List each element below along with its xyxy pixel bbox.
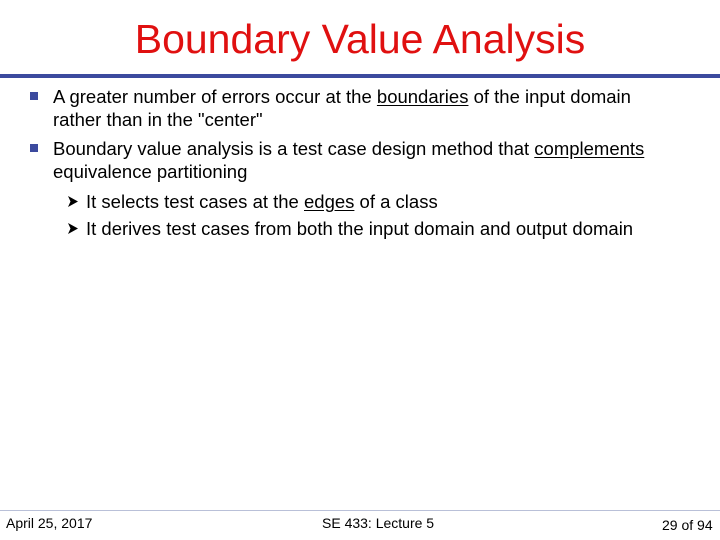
bullet-text: of the input domain xyxy=(468,86,631,107)
sub-bullet-line xyxy=(86,190,438,214)
bullet-text: of a class xyxy=(354,191,438,212)
footer-divider xyxy=(0,510,720,511)
bullet-text: It derives test cases from both the input domain and output domain xyxy=(86,218,634,239)
bullet-line xyxy=(53,160,247,184)
arrow-bullet-icon xyxy=(67,195,79,208)
bullet-line xyxy=(53,137,644,161)
bullet-text: equivalence partitioning xyxy=(53,161,248,182)
bullet-line xyxy=(53,85,631,109)
slide-footer xyxy=(0,510,720,540)
square-bullet-icon xyxy=(30,144,38,152)
footer-date: April 25, 2017 xyxy=(6,515,93,531)
square-bullet-icon xyxy=(30,92,38,100)
bullet-text-underlined: boundaries xyxy=(376,86,469,107)
bullet-text-underlined: complements xyxy=(534,138,645,159)
bullet-text-underlined: edges xyxy=(304,191,355,212)
bullet-text: rather than in the "center" xyxy=(53,109,263,130)
footer-page-number: 29 of 94 xyxy=(662,517,713,533)
bullet-text: Boundary value analysis is a test case design method that xyxy=(53,138,535,159)
sub-bullet-line xyxy=(86,217,633,241)
bullet-text: A greater number of errors occur at the xyxy=(53,86,377,107)
slide-title: Boundary Value Analysis xyxy=(134,16,586,62)
bullet-text: It selects test cases at the xyxy=(86,191,304,212)
arrow-bullet-icon xyxy=(67,222,79,235)
footer-course: SE 433: Lecture 5 xyxy=(322,515,435,531)
title-divider xyxy=(0,74,720,78)
bullet-line xyxy=(53,108,263,132)
